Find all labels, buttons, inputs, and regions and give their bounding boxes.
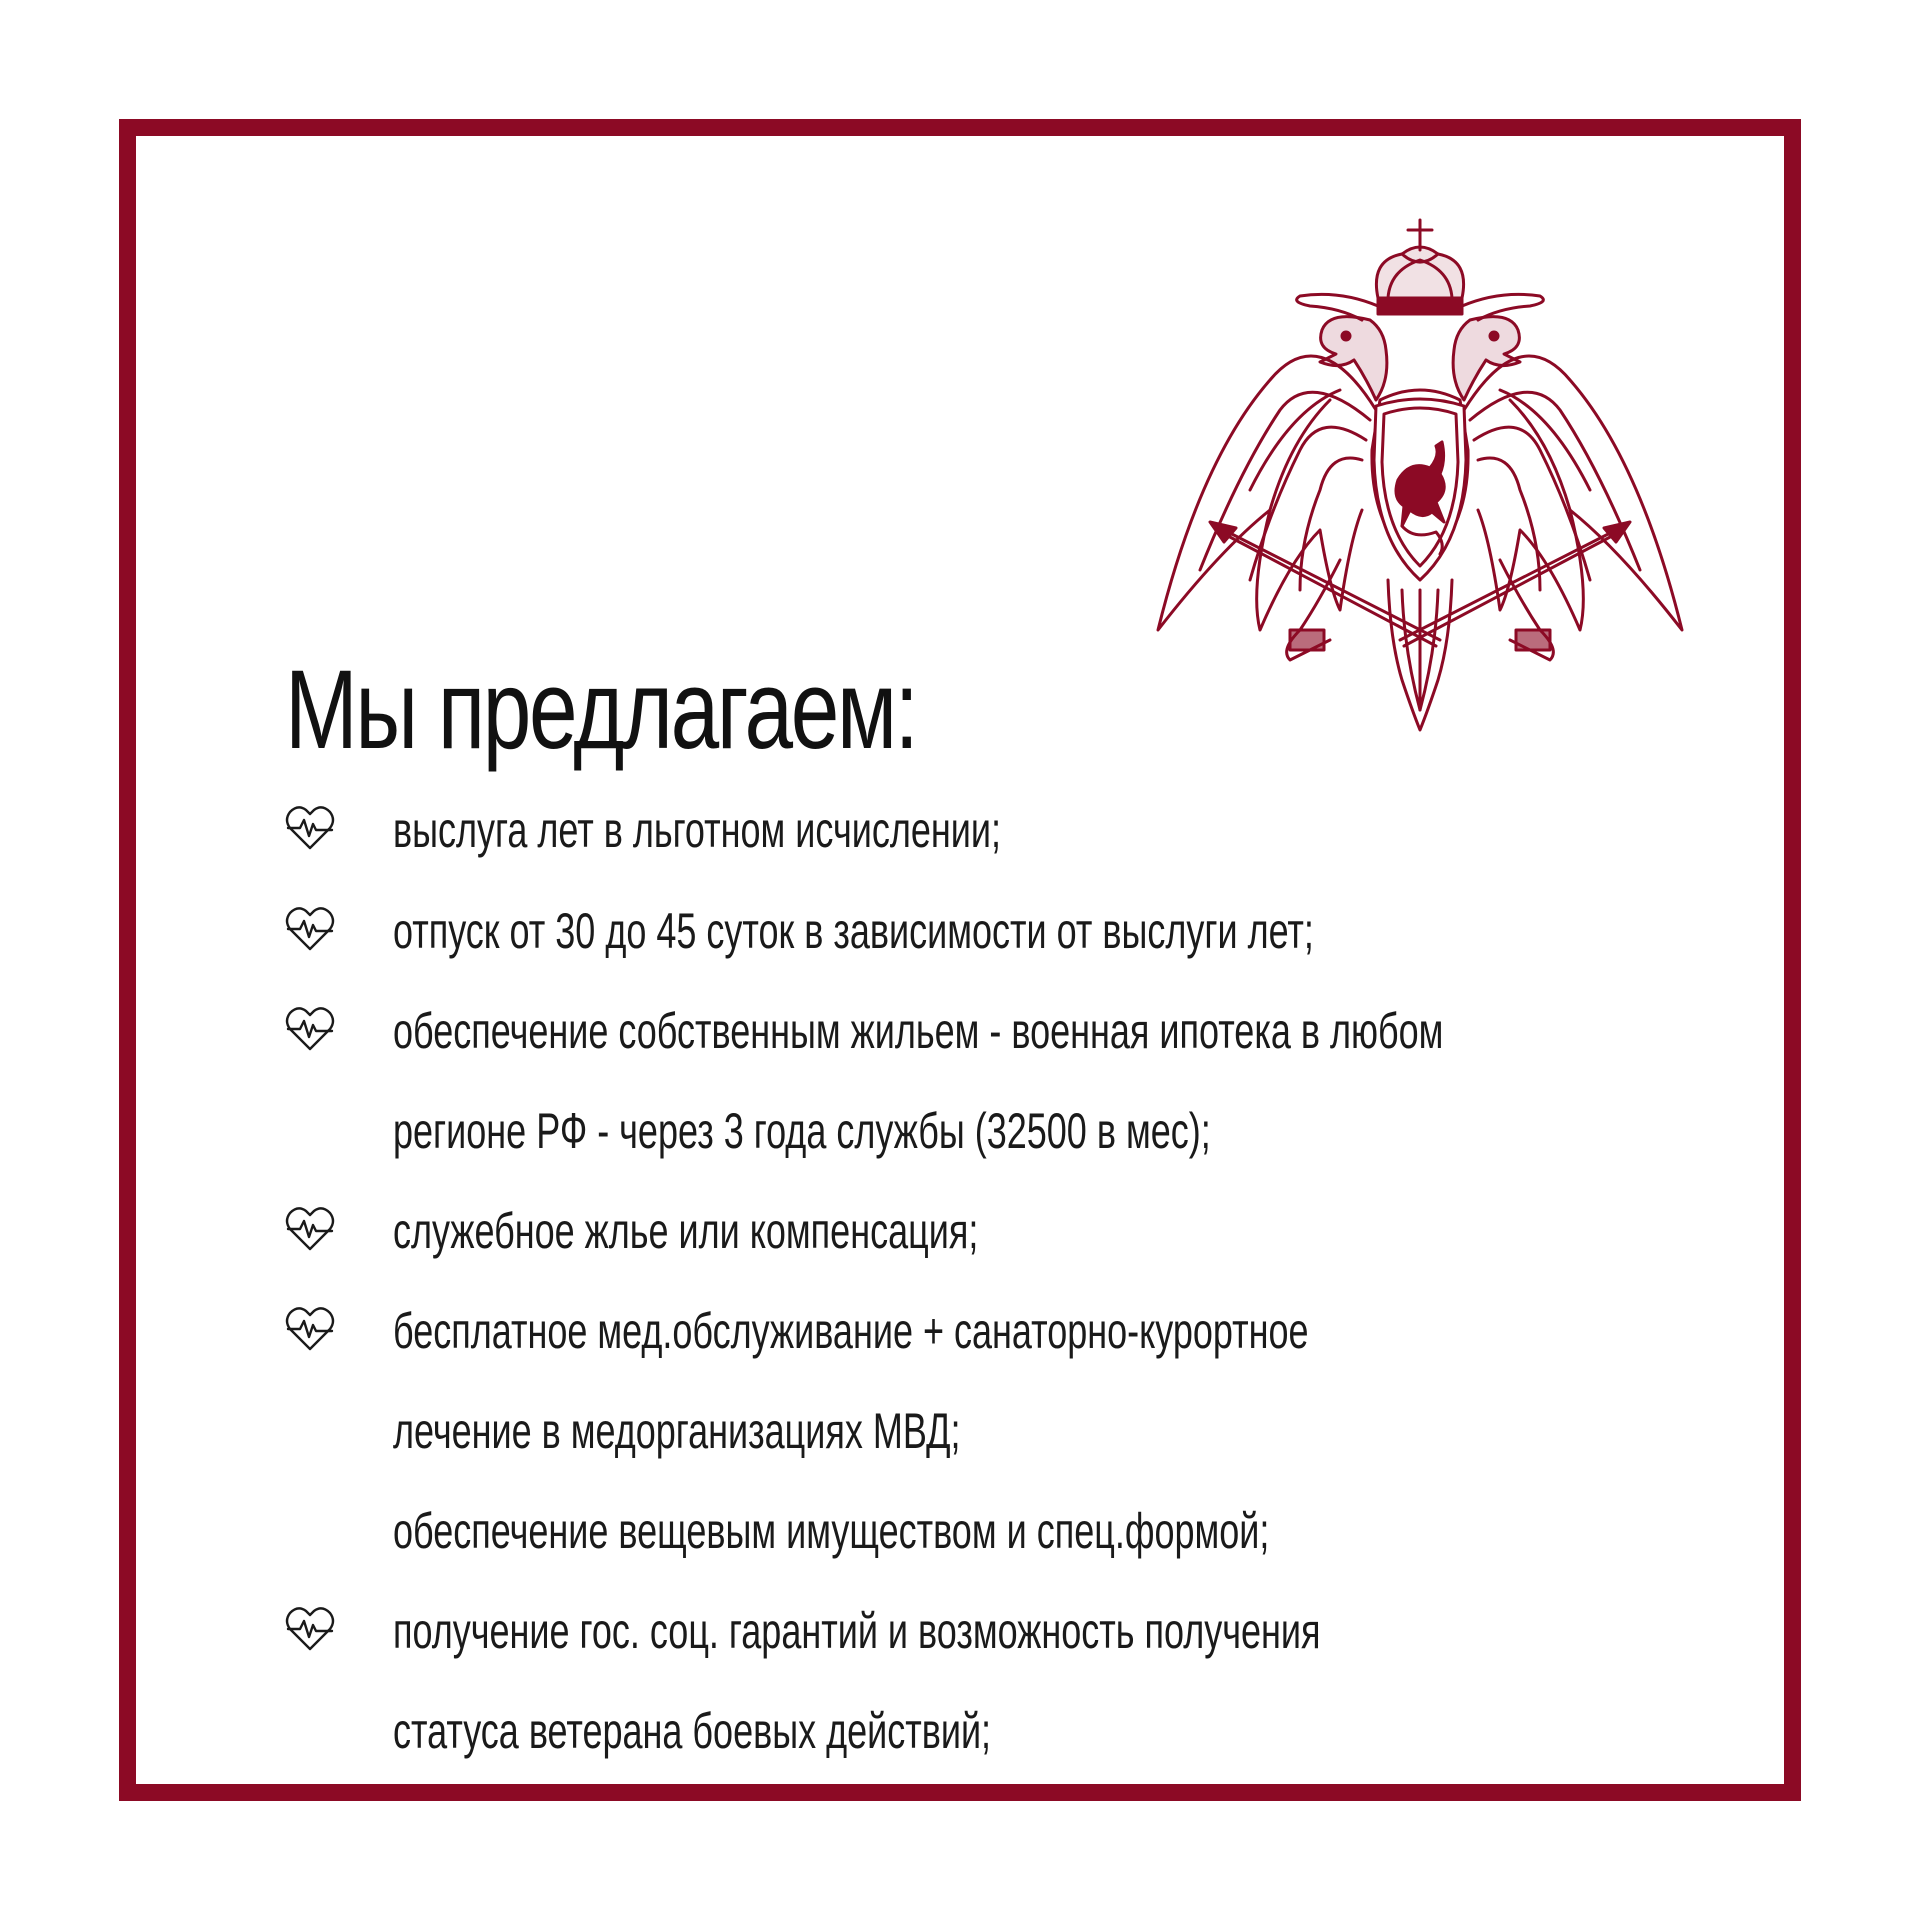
benefit-line: получение гос. соц. гарантий и возможность получения [393,1603,1321,1659]
right-wing [1464,356,1682,630]
benefit-line: отпуск от 30 до 45 суток в зависимости от выслуги лет; [393,903,1314,959]
benefit-line: бесплатное мед.обслуживание + санаторно-курортное [393,1303,1309,1359]
benefit-line: лечение в медорганизациях МВД; [393,1403,961,1459]
shield-icon [1374,399,1466,580]
benefit-line: выслуга лет в льготном исчислении; [393,802,1001,858]
eagle-heads [1320,317,1520,400]
left-wing [1158,356,1376,630]
eagle-emblem-icon [1140,210,1700,740]
benefit-line: обеспечение собственным жильем - военная ипотека в любом [393,1003,1444,1059]
page-title: Мы предлагаем: [285,647,917,772]
crown-icon [1376,220,1463,314]
benefit-line: обеспечение вещевым имуществом и спец.формой; [393,1503,1270,1559]
benefit-line: регионе РФ - через 3 года службы (32500 в мес); [393,1103,1211,1159]
benefit-line: статуса ветерана боевых действий; [393,1703,992,1759]
benefit-line: служебное жлье или компенсация; [393,1203,979,1259]
